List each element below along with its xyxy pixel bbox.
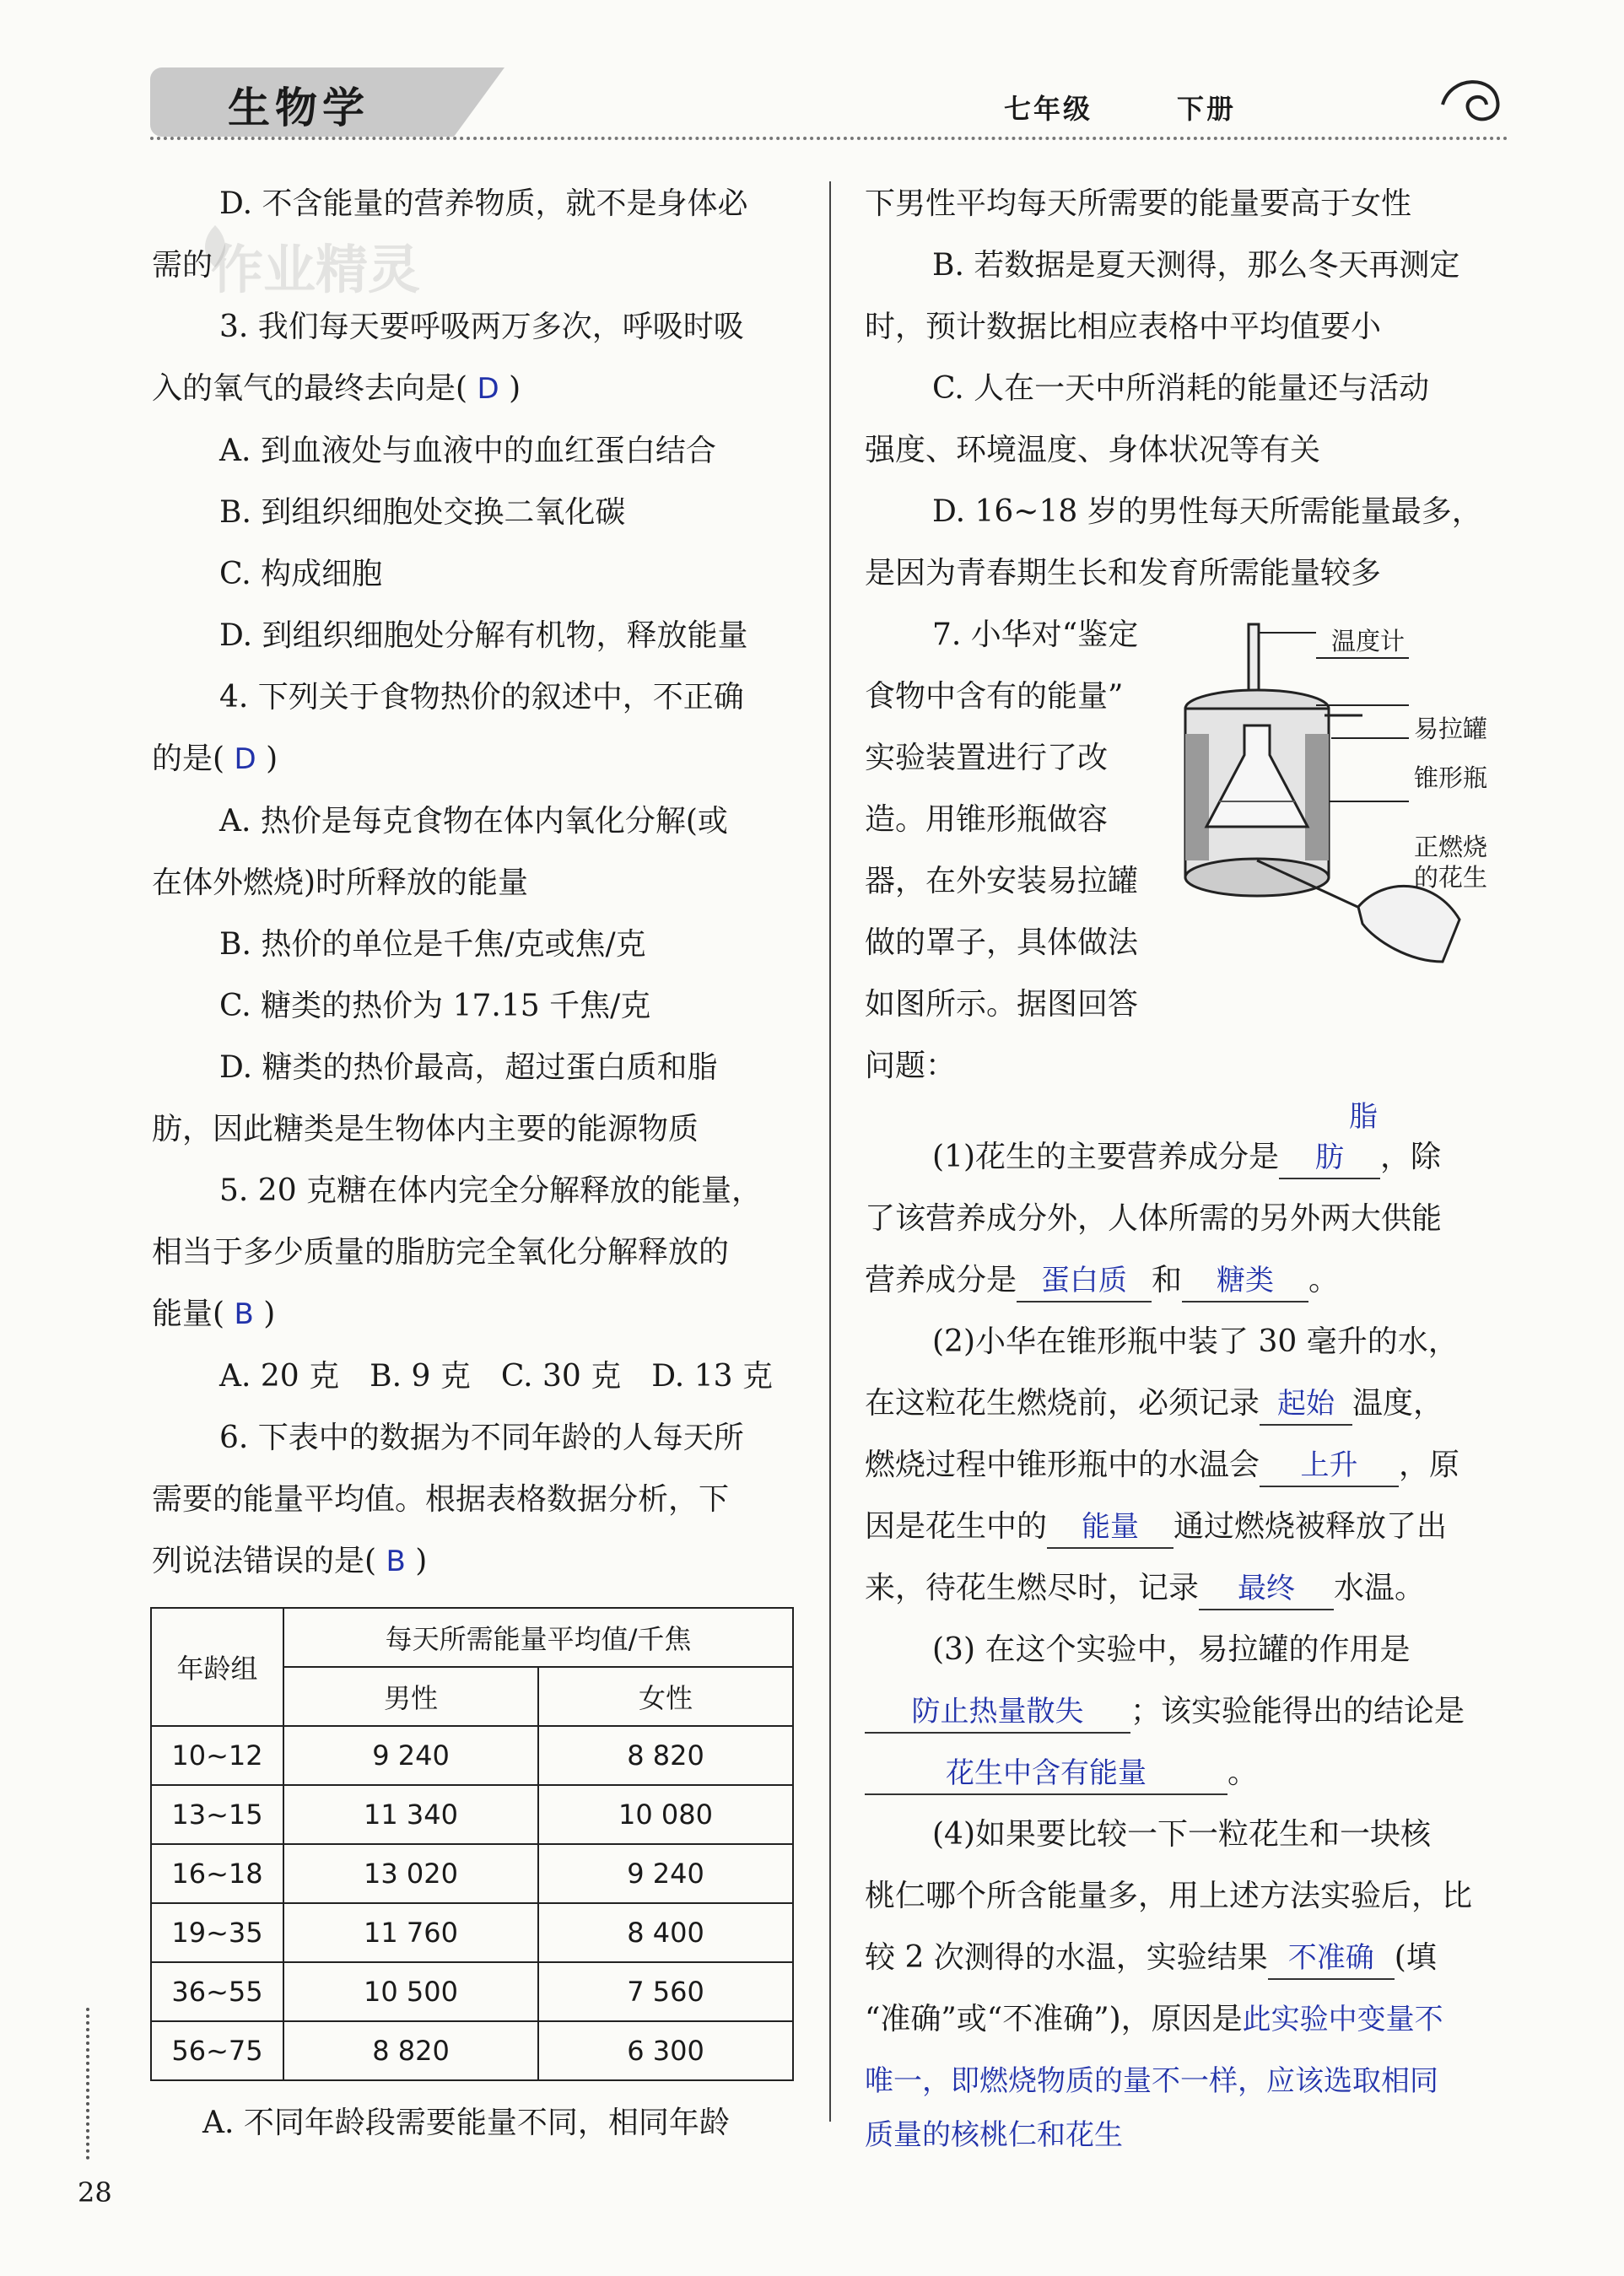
q7-4-answer-2b: 唯一，即燃烧物质的量不一样，应该选取相同 [865, 2064, 1438, 2098]
table-row: 19~35 11 760 8 400 [151, 1903, 793, 1962]
q2-option-d-cont: 需的 [152, 248, 213, 283]
side-dots [86, 2008, 93, 2160]
q7-part-3: (3) 在这个实验中，易拉罐的作用是 [932, 1632, 1411, 1667]
table-row: 56~75 8 820 6 300 [151, 2021, 793, 2080]
q4-option-d: D. 糖类的热价最高，超过蛋白质和脂 [219, 1050, 718, 1085]
q7-part-4-cont2: 较 2 次测得的水温，实验结果 不准确 (填 [865, 1927, 1506, 1988]
q3-option-a: A. 到血液处与血液中的血红蛋白结合 [219, 434, 716, 468]
q7-part-4-cont3: “准确”或“不准确”)，原因是此实验中变量不 [865, 2002, 1443, 2036]
question-7-line: 实验装置进行了改 [865, 741, 1109, 775]
q4-option-a: A. 热价是每克食物在体内氧化分解(或 [219, 804, 728, 839]
question-6-cont: 需要的能量平均值。根据表格数据分析，下 [152, 1482, 730, 1517]
q7-part-1-cont: 了该营养成分外，人体所需的另外两大供能 [865, 1201, 1443, 1236]
q7-part-4: (4)如果要比较一下一粒花生和一块核 [932, 1817, 1431, 1852]
q7-2-answer-3: 能量 [1047, 1507, 1173, 1549]
q6-option-b: B. 若数据是夏天测得，那么冬天再测定 [932, 248, 1460, 283]
q7-4-answer-2a: 此实验中变量不 [1242, 2003, 1443, 2036]
q7-part-3-cont2: 花生中含有能量 。 [865, 1742, 1506, 1804]
apparatus-figure [1181, 607, 1488, 987]
question-6: 6. 下表中的数据为不同年龄的人每天所 [219, 1421, 744, 1455]
table-header-age: 年龄组 [151, 1608, 283, 1726]
q7-3-answer-1: 防止热量散失 [865, 1691, 1130, 1734]
question-7-line: 问题： [865, 1049, 957, 1083]
question-6-cont2: 列说法错误的是( B ) [152, 1544, 428, 1578]
table-row: 36~55 10 500 7 560 [151, 1962, 793, 2021]
q7-part-2-cont2: 燃烧过程中锥形瓶中的水温会 上升 ，原 [865, 1434, 1506, 1496]
table-header-female: 女性 [538, 1667, 793, 1726]
q7-part-2-cont: 在这粒花生燃烧前，必须记录 起始 温度， [865, 1373, 1506, 1434]
question-3-cont: 入的氧气的最终去向是( D ) [152, 371, 521, 406]
q4-option-d-cont: 肪，因此糖类是生物体内主要的能源物质 [152, 1112, 699, 1146]
question-4: 4. 下列关于食物热价的叙述中，不正确 [219, 680, 744, 715]
question-5-cont: 相当于多少质量的脂肪完全氧化分解释放的 [152, 1235, 730, 1270]
page-number: 28 [78, 2176, 112, 2209]
table-row: 13~15 11 340 10 080 [151, 1785, 793, 1844]
q2-option-d: D. 不含能量的营养物质，就不是身体必 [219, 186, 748, 221]
question-4-cont: 的是( D ) [152, 742, 278, 776]
q7-1-answer-2: 蛋白质 [1017, 1260, 1152, 1302]
table-row: 16~18 13 020 9 240 [151, 1844, 793, 1903]
question-7: 7. 小华对“鉴定 [932, 618, 1139, 652]
q7-4-answer-1: 不准确 [1268, 1938, 1395, 1980]
label-thermometer: 温度计 [1331, 627, 1405, 655]
q7-part-2-cont3: 因是花生中的 能量 通过燃烧被释放了出 [865, 1496, 1506, 1557]
label-peanut-2: 的花生 [1414, 863, 1488, 892]
label-can: 易拉罐 [1414, 715, 1488, 743]
q7-1-answer-3: 糖类 [1182, 1260, 1308, 1302]
table-header-energy: 每天所需能量平均值/千焦 [283, 1608, 793, 1667]
q6-option-c: C. 人在一天中所消耗的能量还与活动 [932, 371, 1430, 406]
table-row: 10~12 9 240 8 820 [151, 1726, 793, 1785]
left-column [152, 173, 801, 1593]
q7-4-answer-2c: 质量的核桃仁和花生 [865, 2118, 1123, 2152]
q5-options: A. 20 克 B. 9 克 C. 30 克 D. 13 克 [219, 1359, 773, 1394]
q3-option-d: D. 到组织细胞处分解有机物，释放能量 [219, 618, 748, 653]
q3-answer: D [477, 372, 499, 406]
q6-option-a: A. 不同年龄段需要能量不同，相同年龄 [202, 2106, 730, 2140]
question-5: 5. 20 克糖在体内完全分解释放的能量， [219, 1173, 763, 1208]
question-7-line: 器，在外安装易拉罐 [865, 864, 1139, 898]
question-3: 3. 我们每天要呼吸两万多次，呼吸时吸 [219, 310, 744, 344]
q4-answer: D [234, 742, 256, 776]
q4-option-a-cont: 在体外燃烧)时所释放的能量 [152, 866, 529, 900]
question-7-line: 造。用锥形瓶做容 [865, 802, 1109, 837]
q7-2-answer-4: 最终 [1199, 1568, 1334, 1610]
subject-title: 生物学 [228, 84, 370, 132]
grade-label: 七年级 [1004, 93, 1093, 125]
question-5-cont2: 能量( B ) [152, 1297, 276, 1331]
q7-part-1: (1)花生的主要营养成分是脂肪 ，除 [865, 1097, 1506, 1188]
question-7-line: 食物中含有的能量” [865, 679, 1124, 714]
label-peanut-1: 正燃烧 [1414, 833, 1488, 861]
question-7-line: 如图所示。据图回答 [865, 987, 1139, 1022]
q7-1-answer-1: 脂肪 [1279, 1097, 1380, 1179]
q3-option-b: B. 到组织细胞处交换二氧化碳 [219, 495, 626, 530]
volume-label: 下册 [1177, 93, 1237, 125]
header-divider [150, 133, 1508, 140]
table-header-male: 男性 [283, 1667, 538, 1726]
q7-part-3-cont: 防止热量散失 ；该实验能得出的结论是 [865, 1680, 1506, 1742]
q6-answer: B [386, 1545, 406, 1578]
q6-option-d: D. 16~18 岁的男性每天所需能量最多， [932, 494, 1482, 529]
right-column [865, 173, 1506, 2159]
q6-option-c-cont: 强度、环境温度、身体状况等有关 [865, 433, 1321, 467]
q7-3-answer-2: 花生中含有能量 [865, 1753, 1227, 1795]
q7-2-answer-1: 起始 [1260, 1383, 1352, 1426]
q7-part-2-cont4: 来，待花生燃尽时，记录 最终 水温。 [865, 1557, 1506, 1619]
q7-part-4-cont: 桃仁哪个所含能量多，用上述方法实验后，比 [865, 1879, 1473, 1913]
subject-tab-tail [454, 67, 504, 137]
q7-part-2: (2)小华在锥形瓶中装了 30 毫升的水， [932, 1324, 1459, 1359]
q7-2-answer-2: 上升 [1260, 1445, 1399, 1487]
label-flask: 锥形瓶 [1414, 763, 1488, 792]
q5-answer: B [234, 1297, 254, 1331]
q6-option-b-cont: 时，预计数据比相应表格中平均值要小 [865, 310, 1382, 344]
q6-option-d-cont: 是因为青春期生长和发育所需能量较多 [865, 556, 1382, 591]
column-divider [829, 181, 831, 2122]
watermark: 作业精灵 [211, 239, 421, 300]
q7-part-1-cont2: 营养成分是 蛋白质 和 糖类 。 [865, 1249, 1506, 1311]
q4-option-b: B. 热价的单位是千焦/克或焦/克 [219, 927, 646, 962]
q4-option-c: C. 糖类的热价为 17.15 千焦/克 [219, 989, 651, 1023]
energy-table [150, 1607, 794, 2081]
question-7-line: 做的罩子，具体做法 [865, 925, 1139, 960]
swirl-ornament-icon [1434, 71, 1510, 130]
q3-option-c: C. 构成细胞 [219, 557, 383, 591]
q6-option-a-cont: 下男性平均每天所需要的能量要高于女性 [865, 186, 1412, 221]
